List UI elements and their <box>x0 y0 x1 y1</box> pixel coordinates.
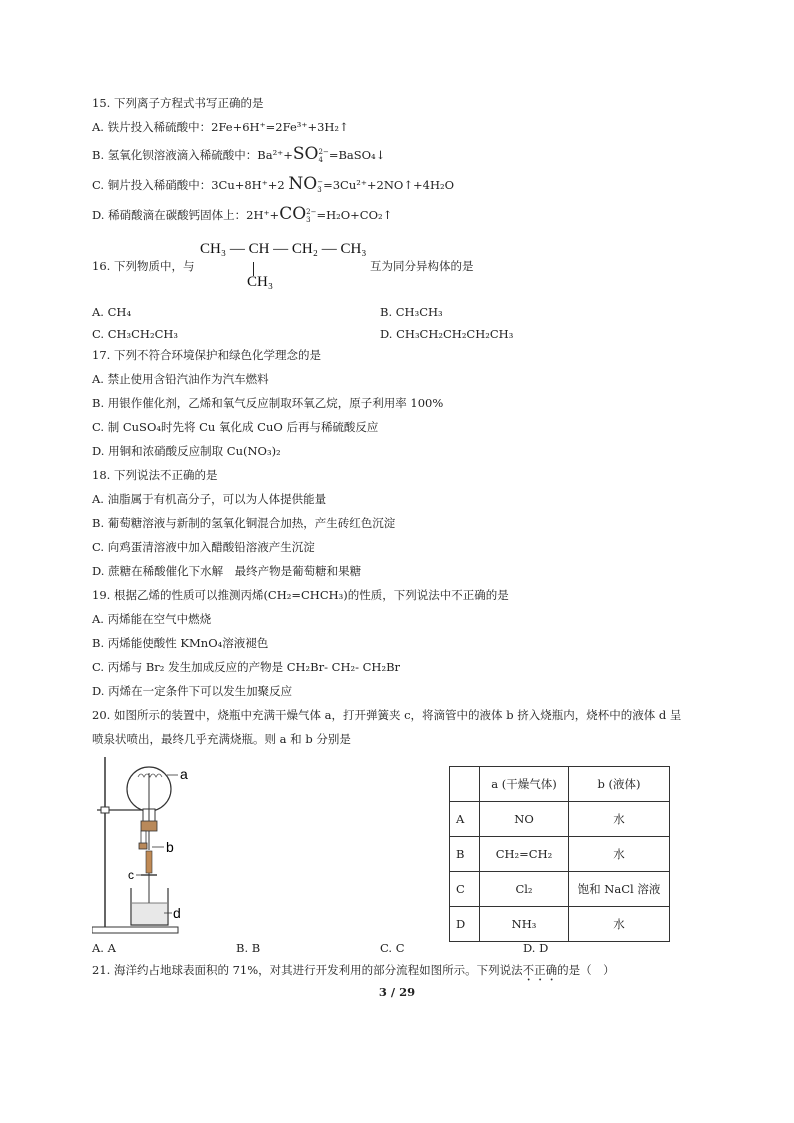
q16-option-a: A. CH₄ <box>92 305 132 319</box>
q17-option-a: A. 禁止使用含铅汽油作为汽车燃料 <box>92 372 269 386</box>
table-cell: 水 <box>569 837 670 872</box>
table-cell: A <box>450 802 480 837</box>
q20-stem-line2: 喷泉状喷出，最终几乎充满烧瓶。则 a 和 b 分别是 <box>92 732 351 746</box>
q17-option-b: B. 用银作催化剂，乙烯和氧气反应制取环氧乙烷，原子利用率 100% <box>92 396 444 410</box>
q19-option-a: A. 丙烯能在空气中燃烧 <box>92 612 212 626</box>
table-cell: 水 <box>569 802 670 837</box>
table-row <box>450 837 670 872</box>
table-cell: CH₂=CH₂ <box>480 837 569 872</box>
table-cell: 饱和 NaCl 溶液 <box>569 872 670 907</box>
table-header-cell: a (干燥气体) <box>480 767 569 802</box>
q20-option-a: A. A <box>92 941 116 955</box>
q16-stem-pre: 16. 下列物质中，与 <box>92 259 195 273</box>
clamp-head <box>101 807 109 813</box>
label-c: c <box>128 868 134 882</box>
table-cell: D <box>450 907 480 942</box>
q15-option-a: A. 铁片投入稀硫酸中：2Fe+6H⁺=2Fe³⁺+3H₂↑ <box>92 120 349 134</box>
q15-stem: 15. 下列离子方程式书写正确的是 <box>92 96 264 110</box>
q17-option-c: C. 制 CuSO₄时先将 Cu 氧化成 CuO 后再与稀硫酸反应 <box>92 420 379 434</box>
q20-option-c: C. C <box>380 941 405 955</box>
table-header-cell: b (液体) <box>569 767 670 802</box>
table-cell: NO <box>480 802 569 837</box>
label-b: b <box>166 839 174 855</box>
table-cell: B <box>450 837 480 872</box>
emphasis-not-correct: 不正确 <box>522 963 558 977</box>
structure-branch: CH₃ <box>247 274 274 290</box>
q18-option-a: A. 油脂属于有机高分子，可以为人体提供能量 <box>92 492 327 506</box>
q16-option-d: D. CH₃CH₂CH₂CH₂CH₃ <box>380 327 514 341</box>
q16-option-b: B. CH₃CH₃ <box>380 305 443 319</box>
q21-stem: 21. 海洋约占地球表面积的 71%，对其进行开发利用的部分流程如图所示。下列说法不正确的是（ ） <box>92 963 615 977</box>
q16-stem-post: 互为同分异构体的是 <box>370 259 474 273</box>
q20-stem-line1: 20. 如图所示的装置中，烧瓶中充满干燥气体 a，打开弹簧夹 c，将滴管中的液体 b 挤入烧瓶内，烧杯中的液体 d 呈 <box>92 708 682 722</box>
q20-option-d: D. D <box>523 941 549 955</box>
q19-option-c: C. 丙烯与 Br₂ 发生加成反应的产物是 CH₂Br- CH₂- CH₂Br <box>92 660 401 674</box>
q20-option-b: B. B <box>236 941 261 955</box>
table-row <box>450 907 670 942</box>
table-cell: C <box>450 872 480 907</box>
q17-option-d: D. 用铜和浓硝酸反应制取 Cu(NO₃)₂ <box>92 444 281 458</box>
q19-option-b: B. 丙烯能使酸性 KMnO₄溶液褪色 <box>92 636 269 650</box>
q15-option-d: D. 稀硝酸滴在碳酸钙固体上：2H⁺+CO 2− 3 =H₂O+CO₂↑ <box>92 204 393 224</box>
q18-option-b: B. 葡萄糖溶液与新制的氢氧化铜混合加热，产生砖红色沉淀 <box>92 516 396 530</box>
table-cell: 水 <box>569 907 670 942</box>
q18-option-c: C. 向鸡蛋清溶液中加入醋酸铅溶液产生沉淀 <box>92 540 315 554</box>
q18-option-d: D. 蔗糖在稀酸催化下水解 最终产物是葡萄糖和果糖 <box>92 564 362 578</box>
q19-stem: 19. 根据乙烯的性质可以推测丙烯(CH₂=CHCH₃)的性质，下列说法中不正确的是 <box>92 588 509 602</box>
q15-option-c: C. 铜片投入稀硝酸中：3Cu+8H⁺+2 NO − 3 =3Cu²⁺+2NO↑+4H₂O <box>92 174 455 194</box>
q15-option-b: B. 氢氧化钡溶液滴入稀硫酸中：Ba²⁺+SO 2− 4 =BaSO₄↓ <box>92 144 386 164</box>
table-header-cell <box>450 767 480 802</box>
q18-stem: 18. 下列说法不正确的是 <box>92 468 218 482</box>
q17-stem: 17. 下列不符合环境保护和绿色化学理念的是 <box>92 348 321 362</box>
structure-main-chain: CH₃ — CH — CH₂ — CH₃ <box>200 241 367 257</box>
q16-option-c: C. CH₃CH₂CH₃ <box>92 327 179 341</box>
fountain-apparatus-figure <box>92 755 202 940</box>
stand-base <box>92 927 178 933</box>
beaker-liquid <box>132 903 167 924</box>
label-a: a <box>180 766 188 782</box>
rubber-tube <box>146 851 152 873</box>
page-number: 3 / 29 <box>378 985 416 999</box>
table-row <box>450 802 670 837</box>
dropper-bulb <box>139 843 147 849</box>
table-row <box>450 872 670 907</box>
q19-option-d: D. 丙烯在一定条件下可以发生加聚反应 <box>92 684 293 698</box>
table-header-row <box>450 767 670 802</box>
label-d: d <box>173 905 181 921</box>
table-cell: NH₃ <box>480 907 569 942</box>
q20-options-table <box>449 766 670 942</box>
rubber-stopper <box>141 821 157 831</box>
table-cell: Cl₂ <box>480 872 569 907</box>
